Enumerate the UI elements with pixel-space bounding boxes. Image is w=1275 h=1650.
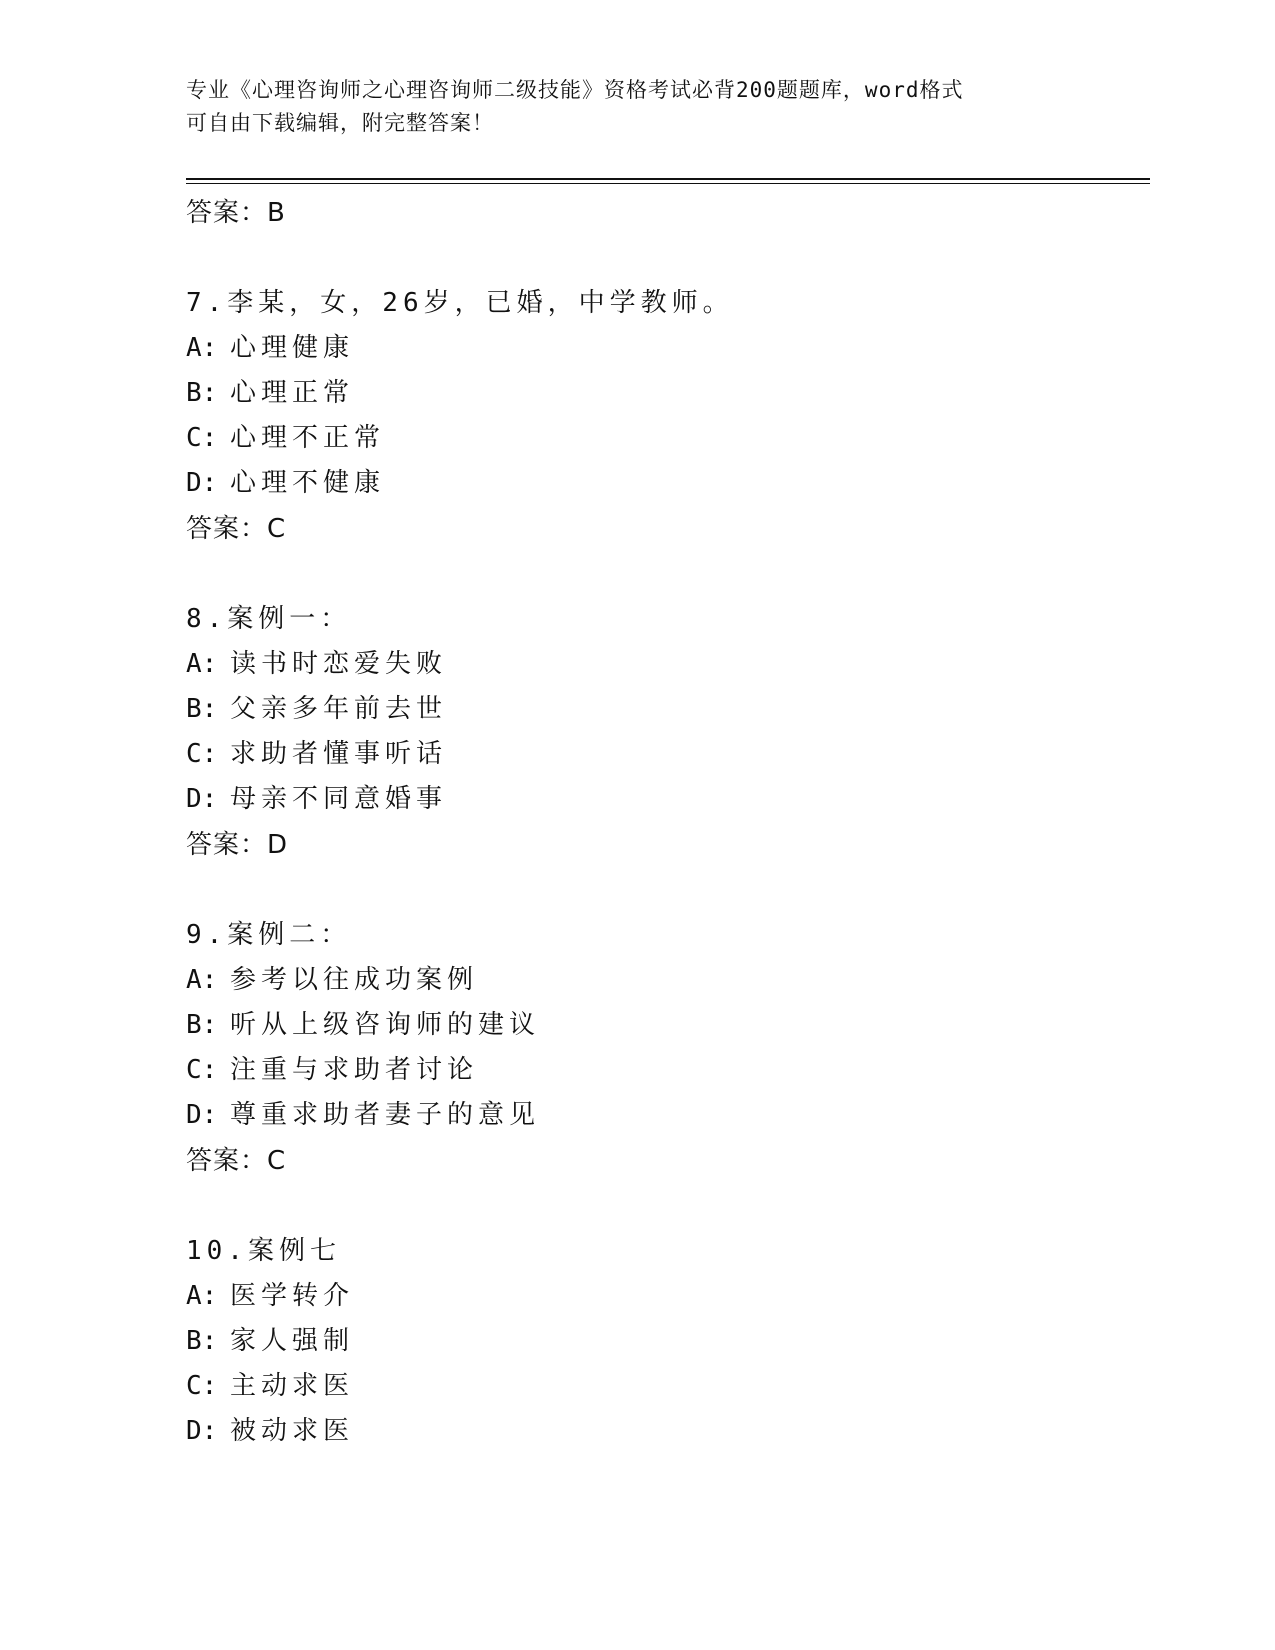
spacer bbox=[186, 236, 1146, 280]
option-text: 父亲多年前去世 bbox=[230, 694, 448, 724]
question-stem: 10.案例七 bbox=[186, 1236, 341, 1266]
header-divider-thick bbox=[186, 178, 1150, 180]
option-letter: D: bbox=[186, 1100, 218, 1130]
header-line-1: 专业《心理咨询师之心理咨询师二级技能》资格考试必背200题题库，word格式 bbox=[186, 78, 964, 102]
question-stem: 9.案例二： bbox=[186, 920, 352, 950]
document-header bbox=[186, 74, 1066, 140]
answer-option bbox=[186, 371, 1146, 416]
option-text: 母亲不同意婚事 bbox=[230, 784, 448, 814]
option-letter: C: bbox=[186, 1371, 218, 1401]
answer-option bbox=[186, 642, 1146, 687]
option-letter: D: bbox=[186, 468, 218, 498]
option-letter: A: bbox=[186, 333, 218, 363]
option-letter: A: bbox=[186, 1281, 218, 1311]
option-text: 心理不正常 bbox=[230, 423, 386, 453]
option-text: 医学转介 bbox=[230, 1281, 355, 1311]
option-letter: B: bbox=[186, 694, 218, 724]
answer-line bbox=[186, 506, 1146, 552]
option-text: 求助者懂事听话 bbox=[230, 739, 448, 769]
answer-option bbox=[186, 958, 1146, 1003]
spacer bbox=[186, 1184, 1146, 1228]
answer-value: B bbox=[267, 198, 286, 228]
answer-option bbox=[186, 326, 1146, 371]
option-text: 参考以往成功案例 bbox=[230, 965, 479, 995]
answer-value: C bbox=[267, 1146, 287, 1176]
option-letter: C: bbox=[186, 423, 218, 453]
answer-label: 答案： bbox=[186, 830, 268, 860]
header-divider-thin bbox=[186, 183, 1150, 184]
option-letter: A: bbox=[186, 965, 218, 995]
answer-option bbox=[186, 1048, 1146, 1093]
answer-option bbox=[186, 461, 1146, 506]
option-text: 主动求医 bbox=[230, 1371, 355, 1401]
answer-option bbox=[186, 1093, 1146, 1138]
answer-option bbox=[186, 1409, 1146, 1454]
option-letter: D: bbox=[186, 1416, 218, 1446]
answer-option bbox=[186, 1274, 1146, 1319]
option-text: 心理健康 bbox=[230, 333, 355, 363]
header-line-2: 可自由下载编辑，附完整答案！ bbox=[186, 111, 494, 135]
answer-line bbox=[186, 822, 1146, 868]
option-letter: B: bbox=[186, 1010, 218, 1040]
option-text: 被动求医 bbox=[230, 1416, 355, 1446]
option-text: 读书时恋爱失败 bbox=[230, 649, 448, 679]
option-letter: B: bbox=[186, 1326, 218, 1356]
option-letter: D: bbox=[186, 784, 218, 814]
answer-line bbox=[186, 190, 1146, 236]
option-text: 尊重求助者妻子的意见 bbox=[230, 1100, 541, 1130]
spacer bbox=[186, 552, 1146, 596]
answer-option bbox=[186, 732, 1146, 777]
option-text: 注重与求助者讨论 bbox=[230, 1055, 479, 1085]
option-text: 听从上级咨询师的建议 bbox=[230, 1010, 541, 1040]
question-list bbox=[186, 190, 1146, 1454]
option-letter: C: bbox=[186, 739, 218, 769]
option-text: 心理不健康 bbox=[230, 468, 386, 498]
answer-option bbox=[186, 1364, 1146, 1409]
option-text: 心理正常 bbox=[230, 378, 355, 408]
answer-option bbox=[186, 1003, 1146, 1048]
option-letter: B: bbox=[186, 378, 218, 408]
spacer bbox=[186, 868, 1146, 912]
option-text: 家人强制 bbox=[230, 1326, 355, 1356]
answer-option bbox=[186, 687, 1146, 732]
question-stem: 8.案例一： bbox=[186, 604, 352, 634]
answer-label: 答案： bbox=[186, 514, 268, 544]
answer-value: C bbox=[267, 514, 287, 544]
answer-line bbox=[186, 1138, 1146, 1184]
question-stem: 7.李某，女，26岁，已婚，中学教师。 bbox=[186, 288, 734, 318]
answer-value: D bbox=[267, 830, 289, 860]
answer-label: 答案： bbox=[186, 1146, 268, 1176]
answer-option bbox=[186, 416, 1146, 461]
option-letter: A: bbox=[186, 649, 218, 679]
option-letter: C: bbox=[186, 1055, 218, 1085]
answer-option bbox=[186, 777, 1146, 822]
answer-option bbox=[186, 1319, 1146, 1364]
answer-label: 答案： bbox=[186, 198, 268, 228]
